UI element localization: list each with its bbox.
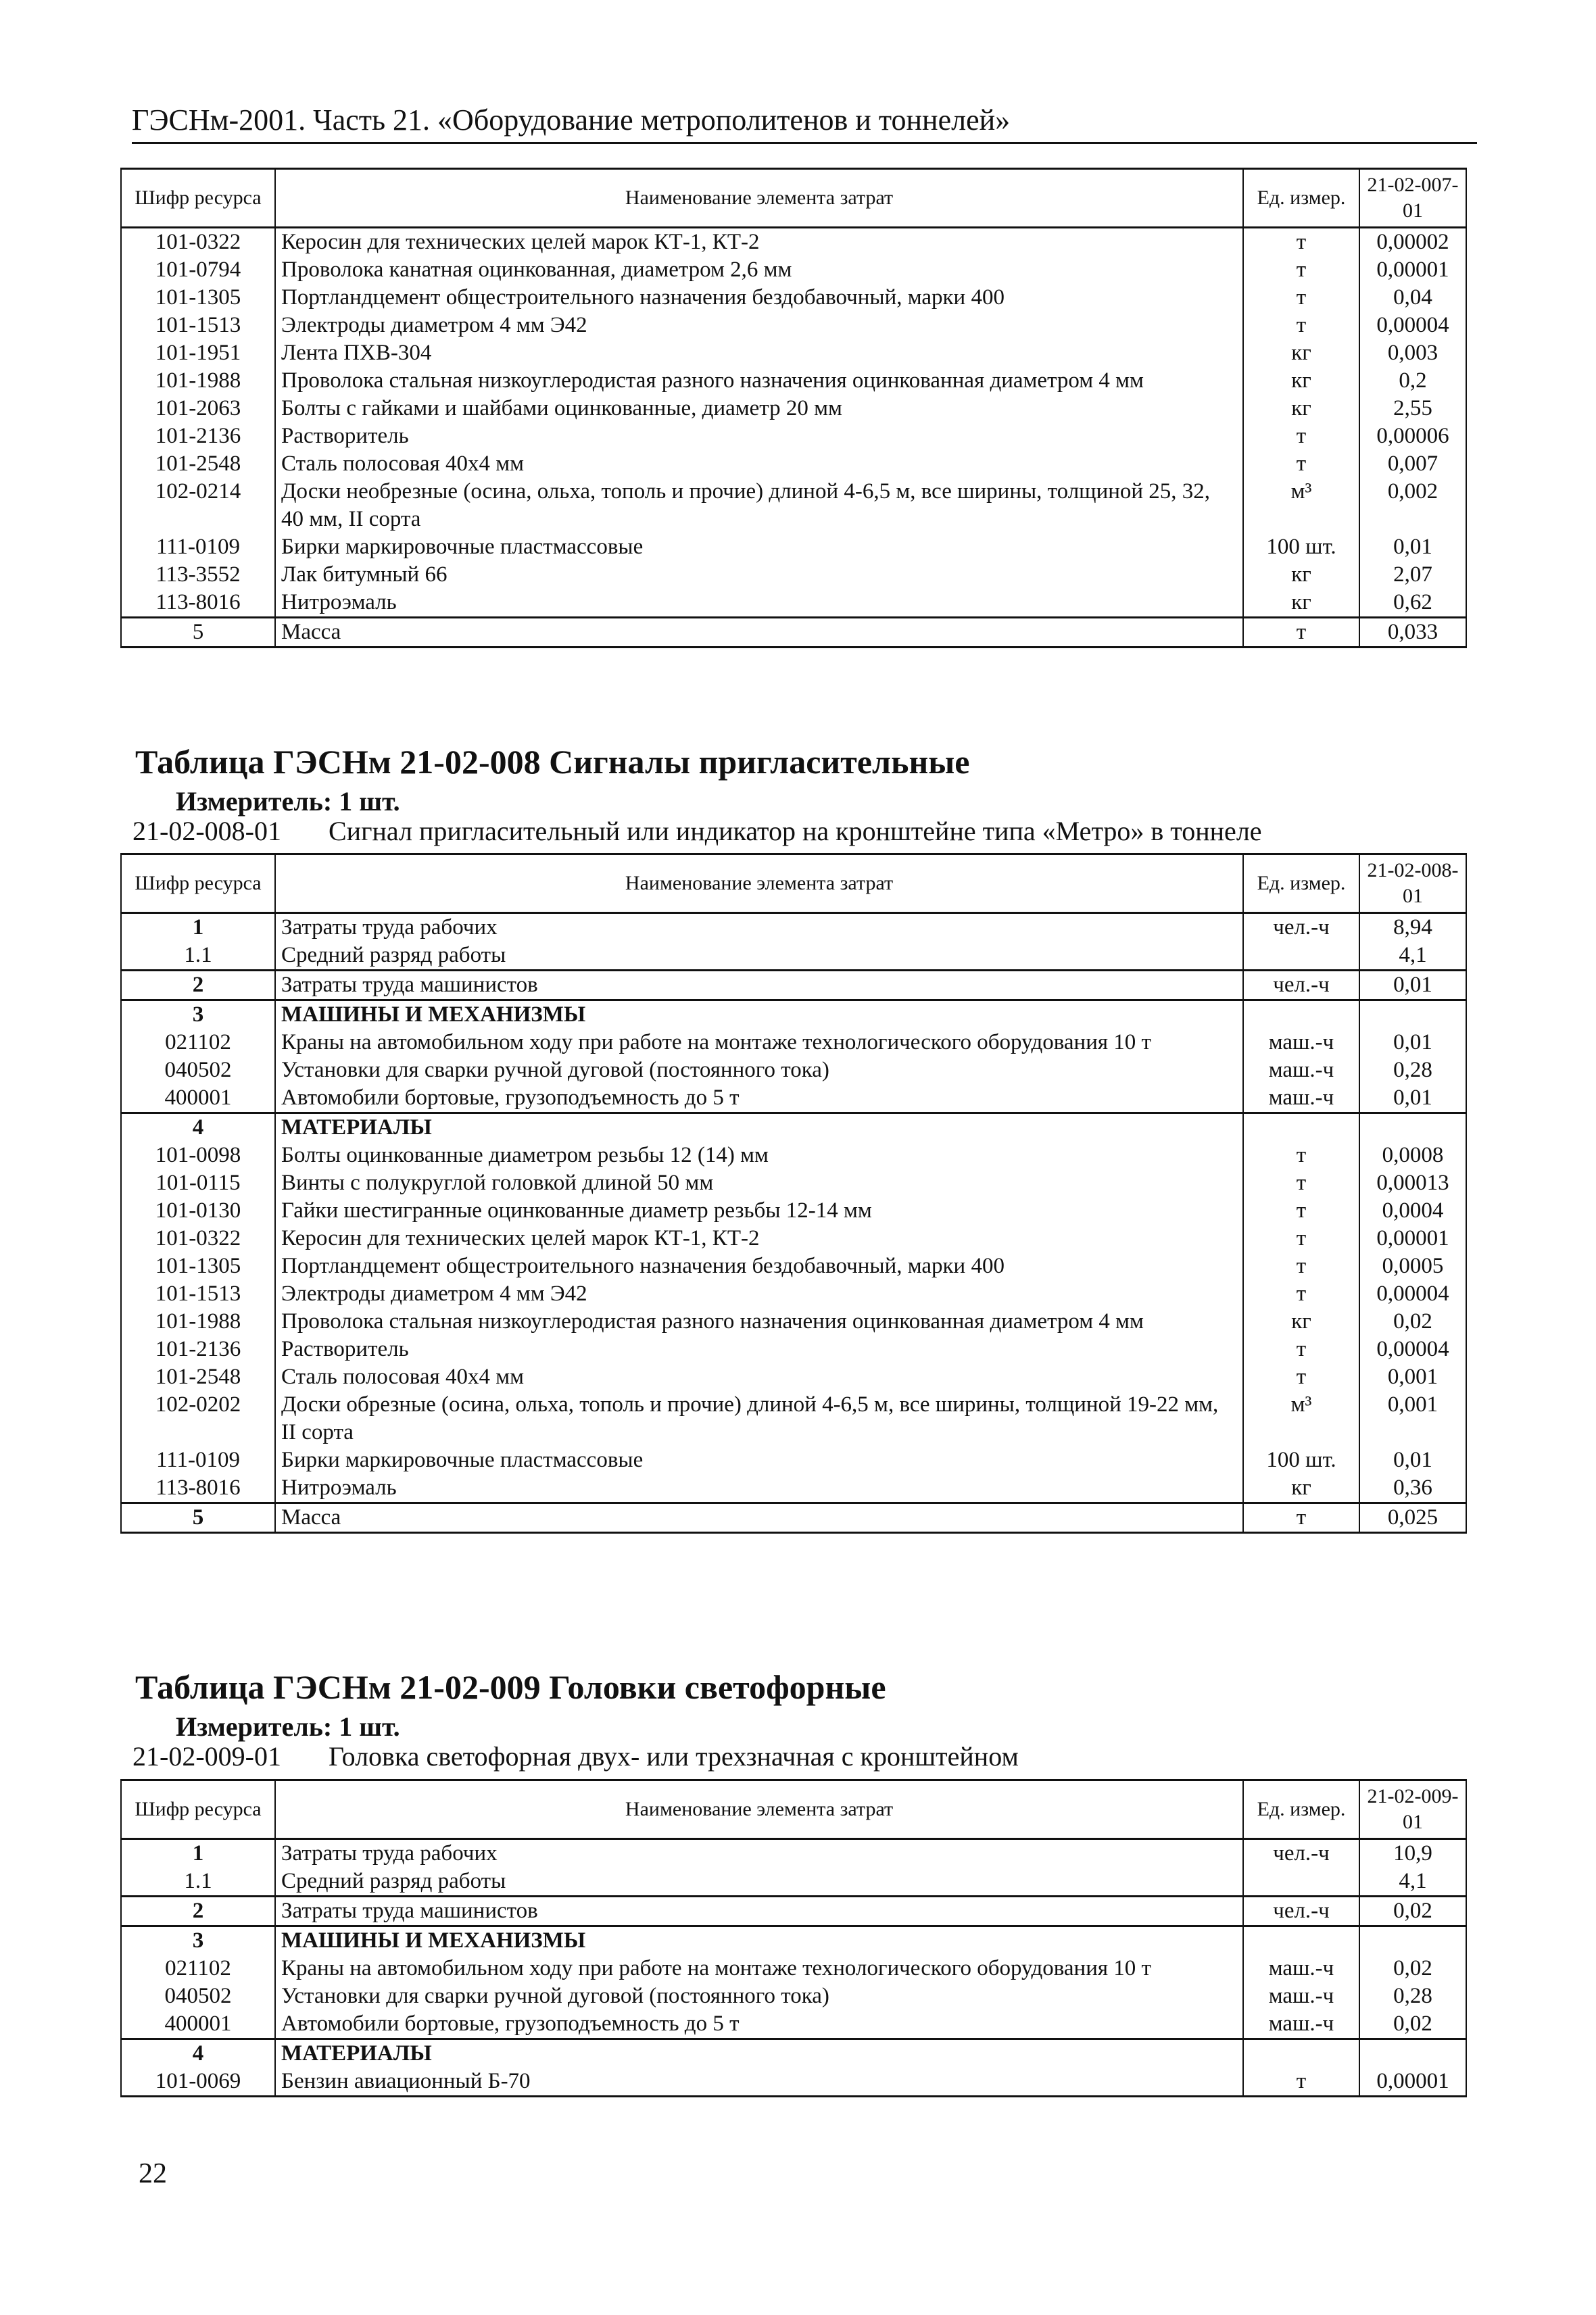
row-value: 0,0005 [1359,1252,1466,1280]
row-unit: 100 шт. [1243,1446,1359,1474]
row-value: 0,2 [1359,367,1466,395]
row-unit: кг [1243,1308,1359,1336]
header-name: Наименование элемента затрат [275,1780,1243,1839]
row-name: Нитроэмаль [275,589,1243,618]
row-unit [1243,1000,1359,1029]
row-value [1359,1000,1466,1029]
table-row [121,1197,1466,1225]
row-name: Сталь полосовая 40х4 мм [275,450,1243,478]
row-name: Затраты труда рабочих [275,1839,1243,1868]
table-row [121,312,1466,339]
row-value: 0,62 [1359,589,1466,618]
table-row [121,1868,1466,1897]
row-code: 101-0069 [121,2068,275,2097]
row-value: 0,28 [1359,1982,1466,2010]
row-unit: т [1243,1225,1359,1252]
table-row [121,913,1466,942]
row-value: 0,002 [1359,478,1466,533]
row-code: 101-0322 [121,228,275,257]
row-unit: т [1243,2068,1359,2097]
row-name: Проволока стальная низкоуглеродистая разного назначения оцинкованная диаметром 4 мм [275,367,1243,395]
row-unit: т [1243,422,1359,450]
row-code: 101-2548 [121,450,275,478]
table-title: Таблица ГЭСНм 21-02-008 Сигналы пригласительные [135,743,970,781]
row-name: МАТЕРИАЛЫ [275,1113,1243,1142]
table-row [121,1336,1466,1363]
row-name: Автомобили бортовые, грузоподъемность до 5 т [275,1084,1243,1113]
table-row [121,1169,1466,1197]
row-code: 101-2548 [121,1363,275,1391]
row-unit: кг [1243,561,1359,589]
row-name: Портландцемент общестроительного назначения бездобавочный, марки 400 [275,1252,1243,1280]
row-name: Гайки шестигранные оцинкованные диаметр резьбы 12-14 мм [275,1197,1243,1225]
table-row [121,2010,1466,2039]
row-name: Бирки маркировочные пластмассовые [275,1446,1243,1474]
row-code: 2 [121,971,275,1000]
row-name: Керосин для технических целей марок КТ-1, КТ-2 [275,228,1243,257]
row-code: 101-0098 [121,1142,275,1169]
row-unit: чел.-ч [1243,1897,1359,1926]
row-code: 111-0109 [121,533,275,561]
row-unit: т [1243,618,1359,648]
row-value: 0,00004 [1359,1280,1466,1308]
row-unit: кг [1243,1474,1359,1503]
row-unit: 100 шт. [1243,533,1359,561]
row-code: 3 [121,1926,275,1955]
row-name: Бирки маркировочные пластмассовые [275,533,1243,561]
row-name: Электроды диаметром 4 мм Э42 [275,312,1243,339]
row-unit: т [1243,1363,1359,1391]
row-unit: т [1243,228,1359,257]
row-code: 4 [121,2039,275,2068]
row-value: 0,001 [1359,1363,1466,1391]
row-code: 1 [121,1839,275,1868]
row-unit: т [1243,1336,1359,1363]
row-unit: т [1243,312,1359,339]
table-row [121,395,1466,422]
table-row [121,561,1466,589]
row-code: 101-0130 [121,1197,275,1225]
row-value: 4,1 [1359,1868,1466,1897]
table-row [121,478,1466,533]
row-unit: т [1243,284,1359,312]
row-unit: чел.-ч [1243,913,1359,942]
row-name: МАШИНЫ И МЕХАНИЗМЫ [275,1000,1243,1029]
row-code: 1.1 [121,942,275,971]
row-unit: чел.-ч [1243,971,1359,1000]
table-row [121,2068,1466,2097]
row-name: Растворитель [275,1336,1243,1363]
row-code: 021102 [121,1955,275,1982]
row-value: 0,02 [1359,2010,1466,2039]
table-row [121,533,1466,561]
header-norm-code: 21-02-007-01 [1359,169,1466,228]
header-code: Шифр ресурса [121,1780,275,1839]
row-value: 0,033 [1359,618,1466,648]
row-value: 0,025 [1359,1503,1466,1533]
table-row [121,1363,1466,1391]
row-value: 0,01 [1359,1084,1466,1113]
row-unit: м³ [1243,1391,1359,1446]
table-row [121,1982,1466,2010]
row-name: Керосин для технических целей марок КТ-1, КТ-2 [275,1225,1243,1252]
header-unit: Ед. измер. [1243,854,1359,913]
row-code: 113-8016 [121,589,275,618]
header-name: Наименование элемента затрат [275,169,1243,228]
row-code: 400001 [121,2010,275,2039]
row-unit [1243,1113,1359,1142]
row-name: Масса [275,618,1243,648]
row-value: 0,00001 [1359,1225,1466,1252]
row-name: МАТЕРИАЛЫ [275,2039,1243,2068]
row-value: 0,00001 [1359,2068,1466,2097]
row-code: 021102 [121,1029,275,1056]
cost-table-21-02-007 [120,168,1467,648]
norm-name: Головка светофорная двух- или трехзначная с кронштейном [329,1741,1019,1772]
row-name: Средний разряд работы [275,1868,1243,1897]
row-code: 1 [121,913,275,942]
table-row [121,1280,1466,1308]
row-name: Бензин авиационный Б-70 [275,2068,1243,2097]
row-code: 2 [121,1897,275,1926]
row-code: 101-1513 [121,1280,275,1308]
row-unit: т [1243,256,1359,284]
row-value: 2,55 [1359,395,1466,422]
row-value: 0,00001 [1359,256,1466,284]
table-row [121,1225,1466,1252]
row-value: 0,00013 [1359,1169,1466,1197]
page-number: 22 [139,2158,167,2189]
row-value: 0,02 [1359,1955,1466,1982]
row-unit: чел.-ч [1243,1839,1359,1868]
row-value: 0,00006 [1359,422,1466,450]
row-name: Растворитель [275,422,1243,450]
row-value: 0,01 [1359,1029,1466,1056]
table-row [121,1056,1466,1084]
row-name: Установки для сварки ручной дуговой (постоянного тока) [275,1982,1243,2010]
row-value: 0,007 [1359,450,1466,478]
row-value: 4,1 [1359,942,1466,971]
row-name: Доски необрезные (осина, ольха, тополь и прочие) длиной 4-6,5 м, все ширины, толщиной 25, 32, 40 мм, II сорта [275,478,1243,533]
row-name: Автомобили бортовые, грузоподъемность до 5 т [275,2010,1243,2039]
row-unit: кг [1243,367,1359,395]
table-row [121,284,1466,312]
header-unit: Ед. измер. [1243,1780,1359,1839]
table-row [121,1955,1466,1982]
row-name: Болты оцинкованные диаметром резьбы 12 (14) мм [275,1142,1243,1169]
row-code: 101-1988 [121,367,275,395]
row-code: 102-0214 [121,478,275,533]
table-row [121,1897,1466,1926]
table-row [121,1391,1466,1446]
row-unit: маш.-ч [1243,1029,1359,1056]
row-name: Нитроэмаль [275,1474,1243,1503]
row-code: 113-8016 [121,1474,275,1503]
row-value: 0,01 [1359,533,1466,561]
table-row [121,228,1466,257]
table-row [121,339,1466,367]
row-value: 2,07 [1359,561,1466,589]
row-value: 0,00004 [1359,312,1466,339]
header-unit: Ед. измер. [1243,169,1359,228]
table-row [121,450,1466,478]
header-code: Шифр ресурса [121,169,275,228]
table-header-row [121,1780,1466,1839]
row-unit: т [1243,450,1359,478]
row-code: 101-0115 [121,1169,275,1197]
row-code: 101-1305 [121,284,275,312]
norm-caption [132,1741,1019,1772]
norm-code: 21-02-008-01 [132,816,281,846]
row-code: 101-2136 [121,422,275,450]
row-value: 0,003 [1359,339,1466,367]
table-measure: Измеритель: 1 шт. [176,786,400,817]
row-name: Затраты труда машинистов [275,971,1243,1000]
header-name: Наименование элемента затрат [275,854,1243,913]
table-row [121,1113,1466,1142]
table-row [121,1446,1466,1474]
row-name: Лак битумный 66 [275,561,1243,589]
row-value: 0,01 [1359,971,1466,1000]
row-code: 1.1 [121,1868,275,1897]
row-unit: кг [1243,589,1359,618]
row-code: 101-1305 [121,1252,275,1280]
page-header: ГЭСНм-2001. Часть 21. «Оборудование метрополитенов и тоннелей» [132,101,1477,144]
row-unit: маш.-ч [1243,1056,1359,1084]
row-name: Установки для сварки ручной дуговой (постоянного тока) [275,1056,1243,1084]
table-row [121,1308,1466,1336]
row-name: Проволока канатная оцинкованная, диаметром 2,6 мм [275,256,1243,284]
header-norm-code: 21-02-009-01 [1359,1780,1466,1839]
table-row [121,1252,1466,1280]
row-code: 102-0202 [121,1391,275,1446]
row-unit [1243,942,1359,971]
table-row [121,1474,1466,1503]
row-name: Затраты труда рабочих [275,913,1243,942]
row-code: 101-0322 [121,1225,275,1252]
table-row [121,367,1466,395]
row-name: Масса [275,1503,1243,1533]
table-row [121,422,1466,450]
table-row [121,971,1466,1000]
row-name: Лента ПХВ-304 [275,339,1243,367]
row-code: 101-2063 [121,395,275,422]
table-header-row [121,854,1466,913]
row-code: 101-2136 [121,1336,275,1363]
row-name: Затраты труда машинистов [275,1897,1243,1926]
row-code: 101-1513 [121,312,275,339]
row-name: Краны на автомобильном ходу при работе на монтаже технологического оборудования 10 т [275,1029,1243,1056]
table-row [121,942,1466,971]
row-code: 040502 [121,1056,275,1084]
table-header-row [121,169,1466,228]
table-row [121,1000,1466,1029]
table-row [121,1926,1466,1955]
row-value: 0,00004 [1359,1336,1466,1363]
row-unit [1243,2039,1359,2068]
row-value: 0,01 [1359,1446,1466,1474]
norm-code: 21-02-009-01 [132,1741,281,1772]
row-unit: маш.-ч [1243,1982,1359,2010]
row-unit: кг [1243,339,1359,367]
row-unit: маш.-ч [1243,2010,1359,2039]
row-name: Винты с полукруглой головкой длиной 50 мм [275,1169,1243,1197]
table-row [121,1142,1466,1169]
row-code: 101-0794 [121,256,275,284]
row-value: 0,28 [1359,1056,1466,1084]
row-code: 101-1951 [121,339,275,367]
norm-name: Сигнал пригласительный или индикатор на кронштейне типа «Метро» в тоннеле [329,816,1262,846]
cost-table-21-02-009 [120,1779,1467,2097]
table-row [121,1084,1466,1113]
row-code: 5 [121,1503,275,1533]
table-row [121,1503,1466,1533]
row-unit: м³ [1243,478,1359,533]
row-code: 113-3552 [121,561,275,589]
row-name: Портландцемент общестроительного назначения бездобавочный, марки 400 [275,284,1243,312]
table-row [121,2039,1466,2068]
row-unit: маш.-ч [1243,1955,1359,1982]
table-row [121,1029,1466,1056]
row-value [1359,1926,1466,1955]
table-row [121,256,1466,284]
table-row [121,618,1466,648]
row-value: 0,001 [1359,1391,1466,1446]
row-value: 0,36 [1359,1474,1466,1503]
row-unit: т [1243,1169,1359,1197]
table-row [121,1839,1466,1868]
row-value: 0,00002 [1359,228,1466,257]
row-code: 101-1988 [121,1308,275,1336]
row-unit [1243,1868,1359,1897]
row-value: 8,94 [1359,913,1466,942]
header-norm-code: 21-02-008-01 [1359,854,1466,913]
row-unit: т [1243,1280,1359,1308]
row-unit [1243,1926,1359,1955]
row-unit: т [1243,1503,1359,1533]
row-unit: т [1243,1197,1359,1225]
table-row [121,589,1466,618]
row-code: 3 [121,1000,275,1029]
row-value: 0,04 [1359,284,1466,312]
header-code: Шифр ресурса [121,854,275,913]
row-code: 040502 [121,1982,275,2010]
table-measure: Измеритель: 1 шт. [176,1711,400,1742]
row-code: 4 [121,1113,275,1142]
row-value: 0,02 [1359,1308,1466,1336]
row-value [1359,2039,1466,2068]
row-code: 5 [121,618,275,648]
row-unit: маш.-ч [1243,1084,1359,1113]
row-name: Доски обрезные (осина, ольха, тополь и прочие) длиной 4-6,5 м, все ширины, толщиной 19-22 мм, II сорта [275,1391,1243,1446]
row-unit: кг [1243,395,1359,422]
row-name: Электроды диаметром 4 мм Э42 [275,1280,1243,1308]
row-name: Болты с гайками и шайбами оцинкованные, диаметр 20 мм [275,395,1243,422]
table-title: Таблица ГЭСНм 21-02-009 Головки светофорные [135,1668,886,1706]
row-value: 10,9 [1359,1839,1466,1868]
row-value: 0,0008 [1359,1142,1466,1169]
row-unit: т [1243,1142,1359,1169]
row-name: МАШИНЫ И МЕХАНИЗМЫ [275,1926,1243,1955]
cost-table-21-02-008 [120,853,1467,1534]
row-name: Краны на автомобильном ходу при работе на монтаже технологического оборудования 10 т [275,1955,1243,1982]
row-code: 111-0109 [121,1446,275,1474]
norm-caption [132,816,1262,847]
row-value [1359,1113,1466,1142]
row-name: Сталь полосовая 40х4 мм [275,1363,1243,1391]
row-name: Проволока стальная низкоуглеродистая разного назначения оцинкованная диаметром 4 мм [275,1308,1243,1336]
row-value: 0,02 [1359,1897,1466,1926]
row-value: 0,0004 [1359,1197,1466,1225]
row-name: Средний разряд работы [275,942,1243,971]
row-unit: т [1243,1252,1359,1280]
row-code: 400001 [121,1084,275,1113]
